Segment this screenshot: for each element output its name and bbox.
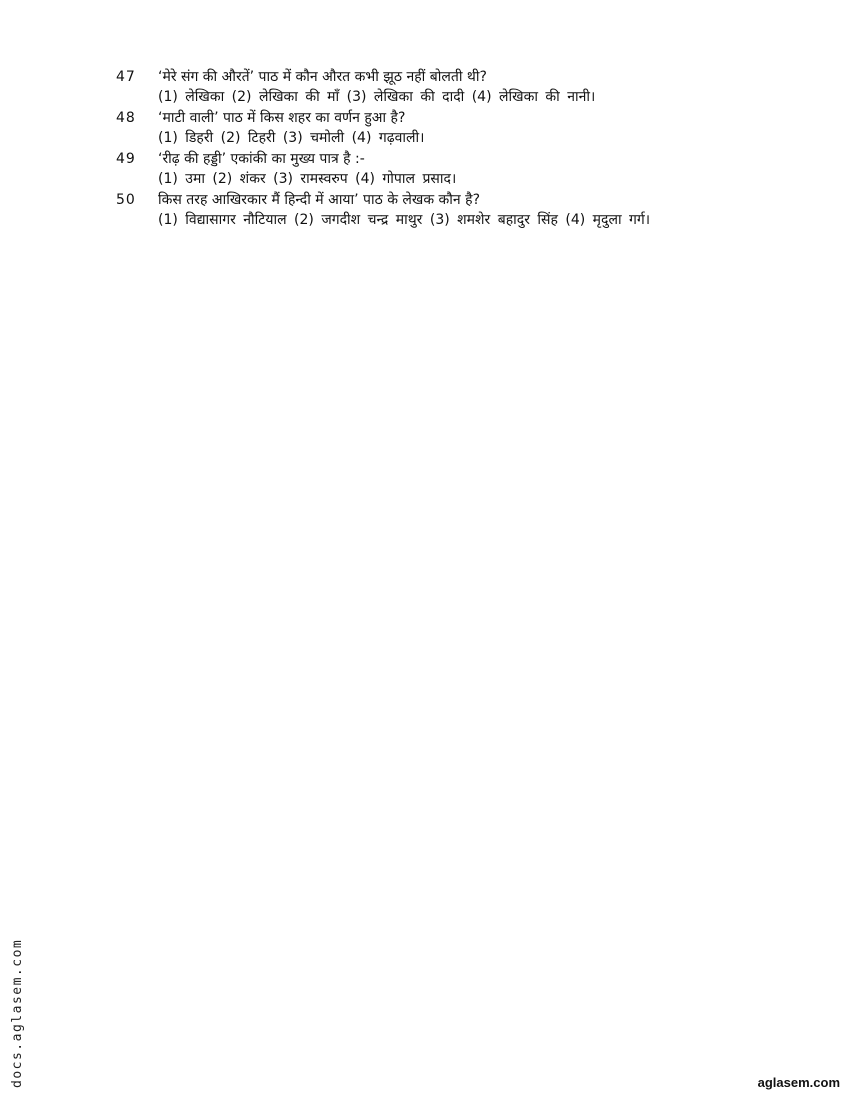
question-text: किस तरह आखिरकार मैं हिन्दी में आया’ पाठ के लेखक कौन है? xyxy=(158,192,481,208)
question-49 xyxy=(116,148,784,189)
question-text: ‘माटी वाली’ पाठ में किस शहर का वर्णन हुआ है? xyxy=(158,110,406,126)
question-text: ‘रीढ़ की हड्डी’ एकांकी का मुख्य पात्र है :- xyxy=(158,151,365,167)
question-options: (1) लेखिका (2) लेखिका की माँ (3) लेखिका की दादी (4) लेखिका की नानी। xyxy=(158,89,596,105)
question-47 xyxy=(116,66,784,107)
question-body xyxy=(158,148,784,189)
question-50 xyxy=(116,189,784,230)
question-body xyxy=(158,189,784,230)
question-number: 47 xyxy=(116,69,136,85)
question-text: ‘मेरे संग की औरतें’ पाठ में कौन औरत कभी झूठ नहीं बोलती थी? xyxy=(158,69,487,85)
footer-brand: aglasem.com xyxy=(757,1075,840,1090)
question-options: (1) विद्यासागर नौटियाल (2) जगदीश चन्द्र माथुर (3) शमशेर बहादुर सिंह (4) मृदुला गर्ग। xyxy=(158,212,651,228)
side-watermark: docs.aglasem.com xyxy=(10,938,25,1088)
question-body xyxy=(158,66,784,107)
question-body xyxy=(158,107,784,148)
question-48 xyxy=(116,107,784,148)
question-options: (1) डिहरी (2) टिहरी (3) चमोली (4) गढ़वाली। xyxy=(158,130,425,146)
question-number: 49 xyxy=(116,151,136,167)
question-number: 48 xyxy=(116,110,136,126)
question-number: 50 xyxy=(116,192,136,208)
question-list xyxy=(116,66,784,230)
question-options: (1) उमा (2) शंकर (3) रामस्वरुप (4) गोपाल प्रसाद। xyxy=(158,171,457,187)
